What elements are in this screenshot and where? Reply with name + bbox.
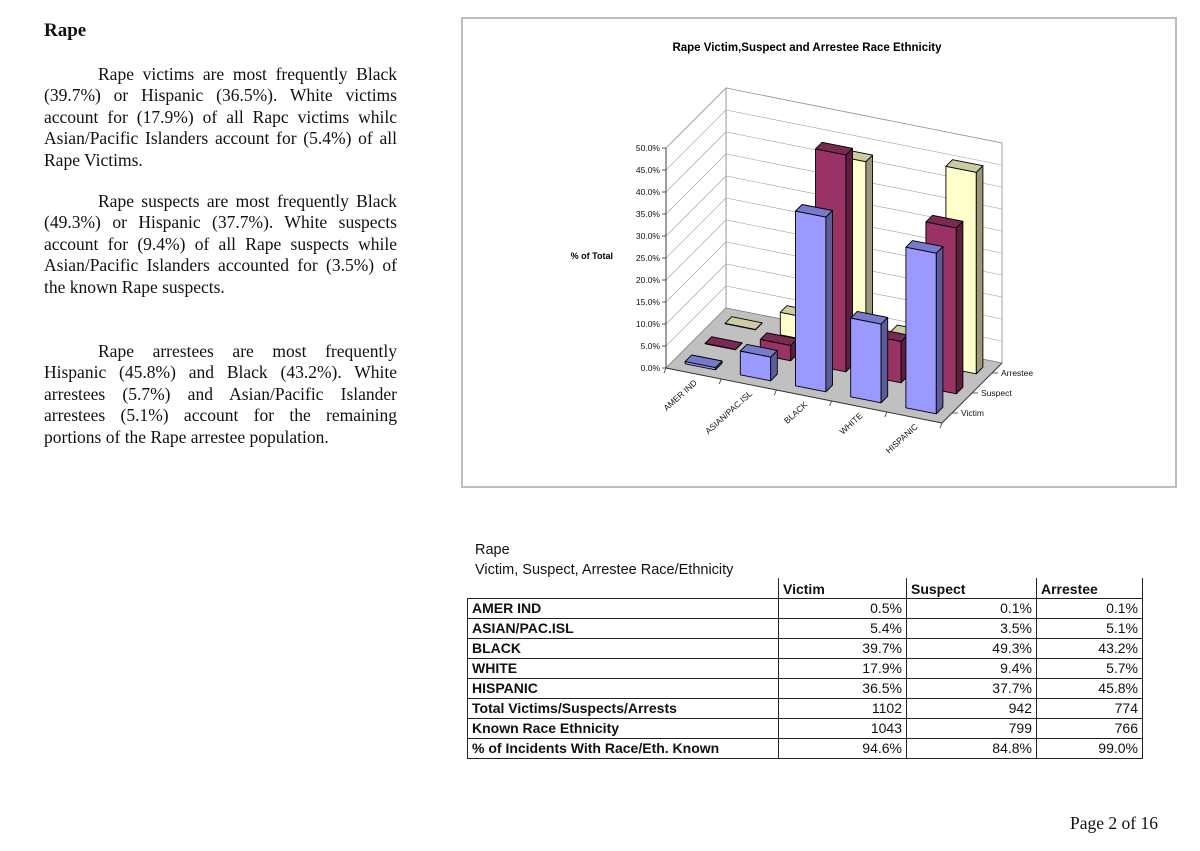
row-label: BLACK xyxy=(468,638,779,658)
table-row xyxy=(468,658,1143,678)
x-tick xyxy=(940,423,942,428)
header-suspect: Suspect xyxy=(907,578,1037,598)
bar-victim-hispanic xyxy=(906,241,943,414)
table-header-row xyxy=(468,578,1143,598)
y-axis-label: % of Total xyxy=(570,251,613,261)
suspects-paragraph: Rape suspects are most frequently Black (49.3%) or Hispanic (37.7%). White suspects account for (9.4%) of all Rape suspects while Asian/Pacific Islanders accounted for (3.5%) of the known Rape suspects. xyxy=(44,191,397,297)
y-tick-label: 30.0% xyxy=(635,231,660,241)
y-tick-label: 40.0% xyxy=(635,187,660,197)
header-arrestee: Arrestee xyxy=(1037,578,1143,598)
row-label: Known Race Ethnicity xyxy=(468,718,779,738)
header-blank xyxy=(468,578,779,598)
cell-suspect: 84.8% xyxy=(907,738,1037,758)
bar-side xyxy=(936,247,943,414)
y-tick-label: 0.0% xyxy=(640,363,660,373)
table-body xyxy=(468,598,1143,758)
table-row xyxy=(468,718,1143,738)
x-category-label: HISPANIC xyxy=(883,421,920,456)
arrestees-paragraph: Rape arrestees are most frequently Hispanic (45.8%) and Black (43.2%). White arrestees (5.7%) and Asian/Pacific Islander arrestees (5.1%) account for the remaining portions of the Rape arrestee population. xyxy=(44,341,397,447)
row-label: ASIAN/PAC.ISL xyxy=(468,618,779,638)
cell-suspect: 3.5% xyxy=(907,618,1037,638)
table-title-line1: Rape xyxy=(475,542,510,558)
x-tick xyxy=(664,368,666,373)
row-label: WHITE xyxy=(468,658,779,678)
y-tick-label: 25.0% xyxy=(635,253,660,263)
row-label: % of Incidents With Race/Eth. Known xyxy=(468,738,779,758)
cell-arrestee: 0.1% xyxy=(1037,598,1143,618)
chart-canvas xyxy=(463,19,1179,490)
table-row xyxy=(468,618,1143,638)
cell-arrestee: 43.2% xyxy=(1037,638,1143,658)
cell-arrestee: 5.1% xyxy=(1037,618,1143,638)
y-tick-label: 15.0% xyxy=(635,297,660,307)
cell-victim: 1043 xyxy=(779,718,907,738)
y-tick-label: 20.0% xyxy=(635,275,660,285)
row-label: AMER IND xyxy=(468,598,779,618)
cell-suspect: 942 xyxy=(907,698,1037,718)
cell-suspect: 9.4% xyxy=(907,658,1037,678)
table-title-line2: Victim, Suspect, Arrestee Race/Ethnicity xyxy=(475,562,734,578)
cell-suspect: 799 xyxy=(907,718,1037,738)
bar-victim-white xyxy=(851,311,888,402)
cell-arrestee: 45.8% xyxy=(1037,678,1143,698)
cell-suspect: 49.3% xyxy=(907,638,1037,658)
series-label-victim: Victim xyxy=(961,408,984,418)
cell-victim: 1102 xyxy=(779,698,907,718)
cell-victim: 17.9% xyxy=(779,658,907,678)
y-tick-label: 35.0% xyxy=(635,209,660,219)
bar-front xyxy=(796,211,826,392)
x-tick xyxy=(774,390,776,395)
bar-side xyxy=(881,318,888,403)
series-label-suspect: Suspect xyxy=(981,388,1012,398)
page-number: Page 2 of 16 xyxy=(1070,813,1158,833)
series-label-arrestee: Arrestee xyxy=(1001,368,1034,378)
table-row xyxy=(468,638,1143,658)
bar-side xyxy=(976,166,983,374)
bar-victim-asian-pac-isl xyxy=(740,344,777,380)
table-row xyxy=(468,738,1143,758)
bar-side xyxy=(956,221,963,393)
row-label: Total Victims/Suspects/Arrests xyxy=(468,698,779,718)
bar-side xyxy=(826,211,833,392)
victims-paragraph: Rape victims are most frequently Black (39.7%) or Hispanic (36.5%). White victims account for (17.9%) of all Rapc victims whilc Asian/Pacific Islanders account for (5.4%) of all Rape Victims. xyxy=(44,64,397,170)
y-tick-label: 45.0% xyxy=(635,165,660,175)
cell-arrestee: 766 xyxy=(1037,718,1143,738)
x-category-label: WHITE xyxy=(837,410,865,437)
table-title xyxy=(475,540,733,580)
y-tick-label: 10.0% xyxy=(635,319,660,329)
table-row xyxy=(468,698,1143,718)
x-tick xyxy=(830,401,832,406)
x-tick xyxy=(719,379,721,384)
chart-title: Rape Victim,Suspect and Arrestee Race Ethnicity xyxy=(672,42,942,54)
y-tick-label: 5.0% xyxy=(640,341,660,351)
cell-arrestee: 5.7% xyxy=(1037,658,1143,678)
x-category-label: BLACK xyxy=(781,399,810,426)
x-category-label: AMER IND xyxy=(661,377,699,413)
cell-victim: 5.4% xyxy=(779,618,907,638)
bar-front xyxy=(851,318,881,403)
row-label: HISPANIC xyxy=(468,678,779,698)
cell-victim: 94.6% xyxy=(779,738,907,758)
cell-victim: 36.5% xyxy=(779,678,907,698)
cell-arrestee: 774 xyxy=(1037,698,1143,718)
x-category-label: ASIAN/PAC.ISL xyxy=(702,388,755,437)
cell-suspect: 37.7% xyxy=(907,678,1037,698)
cell-victim: 0.5% xyxy=(779,598,907,618)
cell-arrestee: 99.0% xyxy=(1037,738,1143,758)
header-victim: Victim xyxy=(779,578,907,598)
x-tick xyxy=(885,412,887,417)
race-ethnicity-chart xyxy=(461,17,1177,488)
table-row xyxy=(468,678,1143,698)
bar-victim-black xyxy=(796,205,833,392)
race-ethnicity-table xyxy=(467,578,1143,759)
cell-victim: 39.7% xyxy=(779,638,907,658)
y-tick-label: 50.0% xyxy=(635,143,660,153)
section-heading: Rape xyxy=(44,20,87,41)
bar-front xyxy=(906,247,936,414)
cell-suspect: 0.1% xyxy=(907,598,1037,618)
table-row xyxy=(468,598,1143,618)
